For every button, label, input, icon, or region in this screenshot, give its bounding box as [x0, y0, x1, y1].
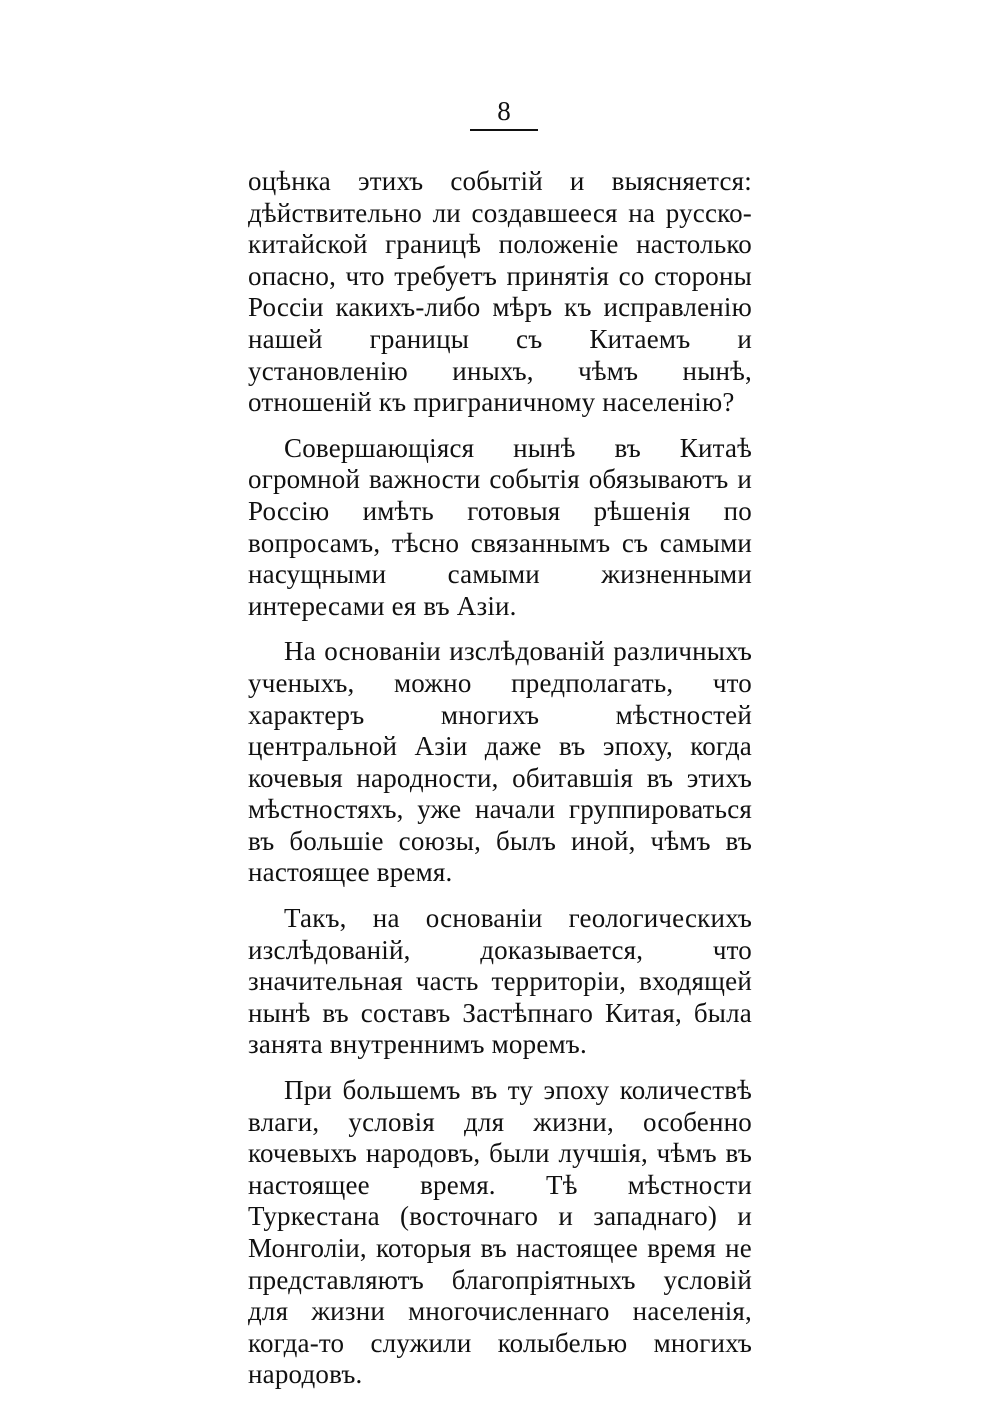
paragraph-2: Совершающіяся нынѣ въ Китаѣ огромной важности событія обязываютъ и Россію имѣть готовыя рѣшенія по вопросамъ, тѣсно связаннымъ съ самыми насущными самыми жизненными интересами ея въ Азіи. [248, 432, 752, 621]
body-text [248, 166, 752, 1405]
paragraph-4: Такъ, на основаніи геологическихъ изслѣдованій, доказывается, что значительная часть территоріи, входящей нынѣ въ составъ Застѣпнаго Китая, была занята внутреннимъ моремъ. [248, 903, 752, 1060]
paragraph-5: При большемъ въ ту эпоху количествѣ влаги, условія для жизни, особенно кочевыхъ народовъ, были лучшія, чѣмъ въ настоящее время. Тѣ мѣстности Туркестана (восточнаго и западнаго) и Монголіи, которыя въ настоящее время не представляютъ благопріятныхъ условій для жизни многочисленнаго населенія, когда-то служили колыбелью многихъ народовъ. [248, 1075, 752, 1390]
paragraph-3: На основаніи изслѣдованій различныхъ ученыхъ, можно предполагать, что характеръ многихъ мѣстностей центральной Азіи даже въ эпоху, когда кочевыя народности, обитавшія въ этихъ мѣстностяхъ, уже начали группироваться въ большіе союзы, былъ иной, чѣмъ въ настоящее время. [248, 636, 752, 888]
page-number: 8 [470, 96, 538, 131]
paragraph-1: оцѣнка этихъ событій и выясняется: дѣйствительно ли создавшееся на русско-китайской границѣ положеніе настолько опасно, что требуетъ принятія со стороны Россіи какихъ-либо мѣръ къ исправленію нашей границы съ Китаемъ и установленію иныхъ, чѣмъ нынѣ, отношеній къ приграничному населенію? [248, 166, 752, 418]
